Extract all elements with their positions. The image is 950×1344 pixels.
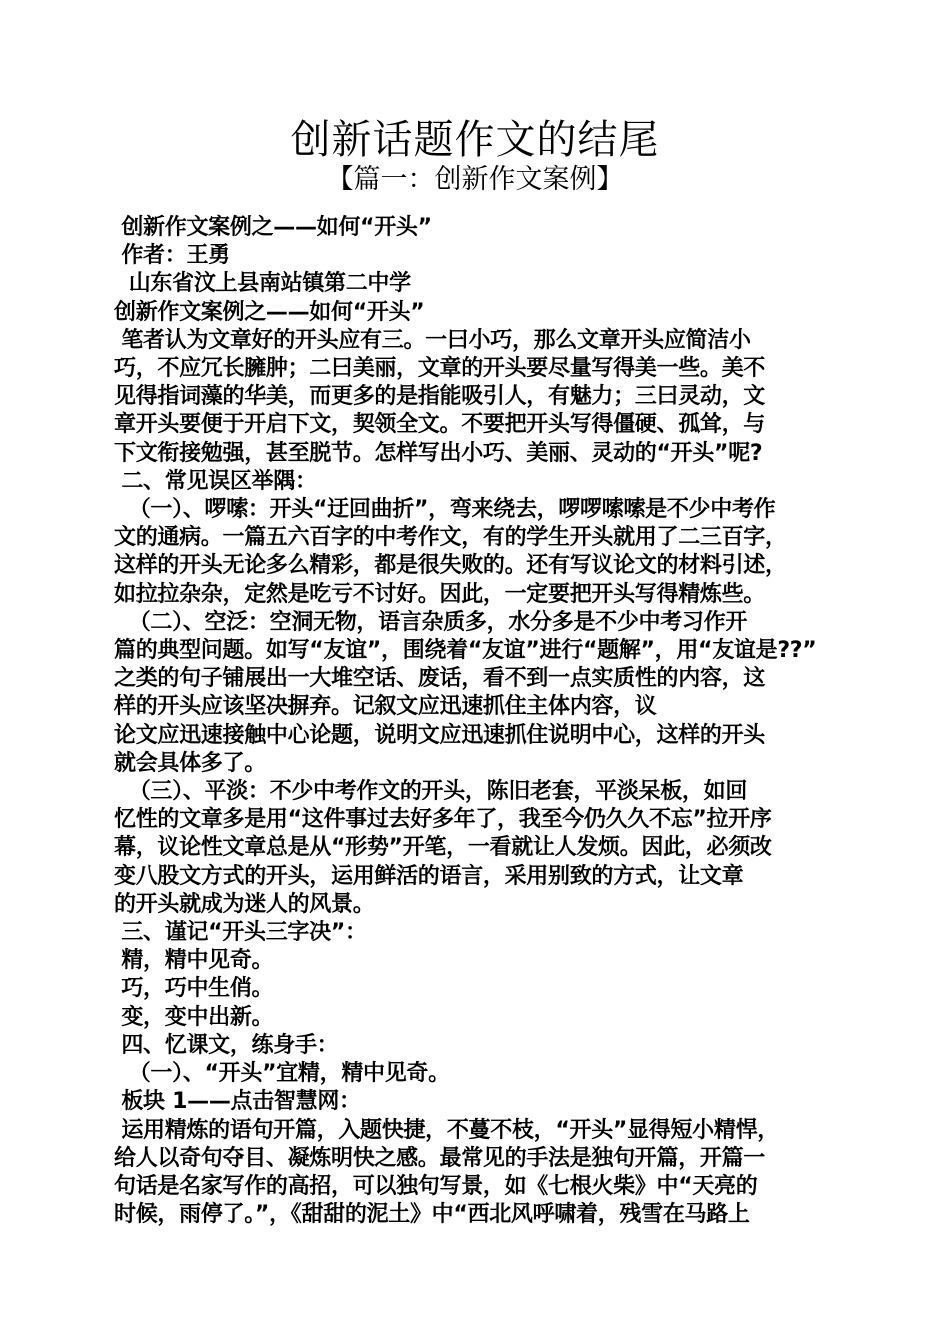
text-line: 这样的开头无论多么精彩，都是很失败的。还有写议论文的材料引述，	[114, 553, 787, 579]
text-line: 三、谨记“开头三字决”：	[114, 920, 367, 946]
text-line: 论文应迅速接触中心论题，说明文应迅速抓住说明中心，这样的开头	[114, 722, 766, 748]
document-title: 创新话题作文的结尾	[290, 117, 660, 163]
text-line: 章开头要便于开启下文，契领全文。不要把开头写得僵硬、孤耸，与	[114, 412, 766, 438]
document-subtitle: 【篇一：创新作文案例】	[326, 164, 624, 195]
text-line: 文的通病。一篇五六百字的中考作文，有的学生开头就用了二三百字，	[114, 525, 787, 551]
text-line: 给人以奇句夺目、凝炼明快之感。最常见的手法是独句开篇，开篇一	[114, 1145, 766, 1171]
text-line: （一）、啰嗦：开头“迂回曲折”，弯来绕去，啰啰嗦嗦是不少中考作	[114, 497, 776, 523]
text-line: （三）、平淡：不少中考作文的开头，陈旧老套，平淡呆板，如回	[114, 779, 748, 805]
text-line: 板块 1——点击智慧网：	[114, 1089, 361, 1115]
text-line: 运用精炼的语句开篇，入题快捷，不蔓不枝，“开头”显得短小精悍，	[114, 1117, 779, 1143]
text-line: 样的开头应该坚决摒弃。记叙文应迅速抓住主体内容，议	[114, 694, 657, 720]
text-line: 下文衔接勉强，甚至脱节。怎样写出小巧、美丽、灵动的“开头”呢?	[114, 440, 763, 466]
text-line: 二、常见误区举隅：	[114, 468, 317, 494]
text-line: 时候，雨停了。”，《甜甜的泥土》中“西北风呼啸着，残雪在马路上	[114, 1202, 750, 1228]
text-line: 忆性的文章多是用“这件事过去好多年了，我至今仍久久不忘”拉开序	[114, 807, 772, 833]
text-line: 山东省汶上县南站镇第二中学	[114, 271, 411, 297]
text-line: （一）、“开头”宜精，精中见奇。	[114, 1061, 450, 1087]
text-line: 创新作文案例之——如何“开头”	[114, 215, 432, 240]
text-line: 之类的句子铺展出一大堆空话、废话，看不到一点实质性的内容，这	[114, 666, 766, 692]
text-line: 创新作文案例之——如何“开头”	[114, 299, 425, 325]
text-line: 如拉拉杂杂，定然是吃亏不讨好。因此，一定要把开头写得精炼些。	[114, 581, 766, 607]
text-line: 巧，巧中生俏。	[114, 976, 274, 1002]
document-body	[114, 214, 838, 1229]
text-line: 精，精中见奇。	[114, 948, 274, 974]
text-line: 的开头就成为迷人的风景。	[114, 891, 375, 917]
text-line: 就会具体多了。	[114, 750, 266, 776]
text-line: 见得指词藻的华美，而更多的是指能吸引人，有魅力；三曰灵动，文	[114, 384, 766, 410]
text-line: 巧，不应冗长臃肿；二曰美丽，文章的开头要尽量写得美一些。美不	[114, 356, 766, 382]
text-line: 变八股文方式的开头，运用鲜活的语言，采用别致的方式，让文章	[114, 863, 744, 889]
text-line: （二）、空泛：空洞无物，语言杂质多，水分多是不少中考习作开	[114, 609, 748, 635]
text-line: 句话是名家写作的高招，可以独句写景，如《七根火柴》中“天亮的	[114, 1173, 758, 1199]
text-line: 篇的典型问题。如写“友谊”，围绕着“友谊”进行“题解”，用“友谊是??”	[114, 638, 817, 664]
text-line: 变，变中出新。	[114, 1004, 274, 1030]
text-line: 四、忆课文，练身手：	[114, 1032, 339, 1058]
text-line: 作者：王勇	[114, 243, 230, 269]
text-line: 幕，议论性文章总是从“形势”开笔，一看就让人发烦。因此，必须改	[114, 835, 772, 861]
text-line: 笔者认为文章好的开头应有三。一曰小巧，那么文章开头应简洁小	[114, 327, 751, 353]
